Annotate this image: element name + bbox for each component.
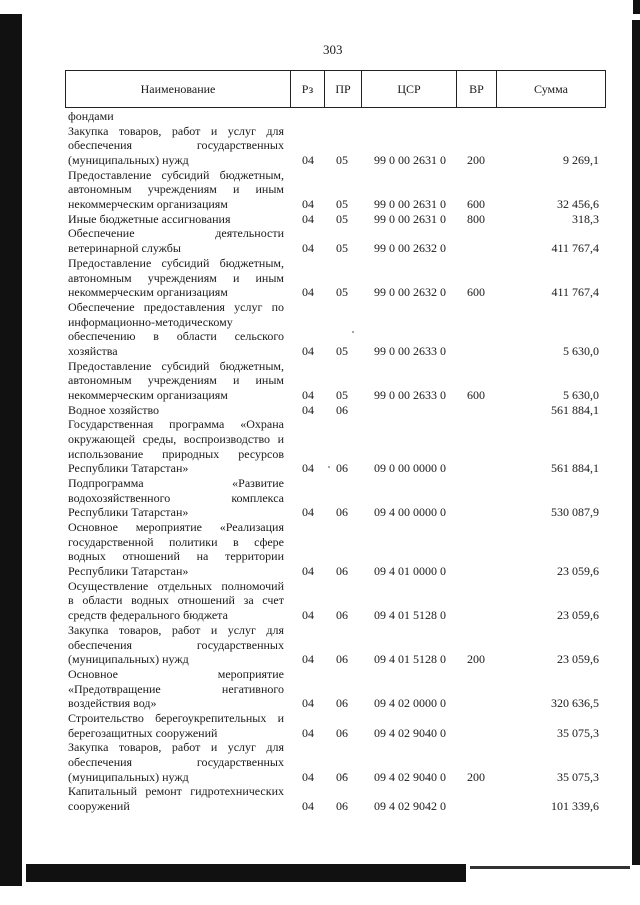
header-name: Наименование [66,71,291,108]
row-sum: 411 767,4 [551,285,599,300]
row-name-line: (муниципальных) нужд [68,652,189,667]
row-vr: 800 [467,211,485,226]
row-pr: 06 [336,652,348,667]
row-pr: 06 [336,725,348,740]
row-rz: 04 [302,696,314,711]
row-pr: 05 [336,197,348,212]
row-sum: 318,3 [572,211,599,226]
row-sum: 530 087,9 [551,505,599,520]
row-name-line: использование природных ресурсов [68,446,284,461]
row-vr: 200 [467,769,485,784]
row-sum: 23 059,6 [557,608,599,623]
row-pr: 05 [336,343,348,358]
row-name-line: водохозяйственного комплекса [68,490,284,505]
row-name-line: Закупка товаров, работ и услуг для [68,622,284,637]
row-rz: 04 [302,769,314,784]
row-sum: 561 884,1 [551,402,599,417]
row-csr: 99 0 00 2631 0 [374,153,446,167]
row-rz: 04 [302,799,314,813]
header-vr: ВР [457,71,497,108]
row-rz: 04 [302,505,314,520]
row-vr: 200 [467,153,485,167]
row-pr: 06 [336,402,348,417]
row-name-line: Обеспечение деятельности [68,226,284,241]
row-name-line: Основное мероприятие «Реализация [68,520,284,534]
row-name-line: ветеринарной службы [68,241,181,256]
row-rz: 04 [302,153,314,167]
row-pr: 06 [336,608,348,623]
row-rz: 04 [302,725,314,740]
row-name-line: Строительство берегоукрепительных и [68,710,284,725]
row-name-line: Капитальный ремонт гидротехнических [68,784,284,799]
row-name-line: автономным учреждениям и иным [68,373,284,388]
row-rz: 04 [302,461,314,476]
row-pr: 06 [336,769,348,784]
row-rz: 04 [302,608,314,623]
row-pr: 05 [336,285,348,300]
row-csr: 09 0 00 0000 0 [374,461,446,476]
row-name-line: сооружений [68,799,130,813]
row-name-line: Республики Татарстан» [68,505,189,520]
row-name-line: некоммерческим организациям [68,387,228,402]
row-pr: 05 [336,387,348,402]
row-csr: 09 4 01 0000 0 [374,564,446,579]
row-name-line: в области водных отношений за счет [68,593,284,608]
row-sum: 5 630,0 [563,387,599,402]
row-vr: 200 [467,652,485,667]
row-name-line: Государственная программа «Охрана [68,417,284,432]
row-name-line: обеспечения государственных [68,637,284,652]
row-name-line: государственной политики в сфере [68,534,284,549]
row-pr: 05 [336,241,348,256]
row-name-line: хозяйства [68,343,118,358]
row-name-line: Осуществление отдельных полномочий [68,578,284,593]
row-rz: 04 [302,343,314,358]
row-name-line: Водное хозяйство [68,402,160,417]
row-csr: 09 4 01 5128 0 [374,608,446,623]
row-rz: 04 [302,387,314,402]
row-rz: 04 [302,211,314,226]
row-name-line: Республики Татарстан» [68,564,189,579]
row-csr: 09 4 02 9040 0 [374,769,446,784]
row-name-line: автономным учреждениям и иным [68,182,284,197]
row-name-line: (муниципальных) нужд [68,769,189,784]
page-number: 303 [323,42,343,57]
header-rz: Рз [291,71,325,108]
row-csr: 09 4 02 0000 0 [374,696,446,711]
row-sum: 23 059,6 [557,652,599,667]
row-name-line: окружающей среды, воспроизводство и [68,432,284,446]
row-name-line: Основное мероприятие [68,666,284,681]
row-csr: 09 4 00 0000 0 [374,505,446,520]
row-sum: 9 269,1 [563,153,599,167]
row-name-line: берегозащитных сооружений [68,725,218,740]
row-name-line: некоммерческим организациям [68,197,228,212]
row-rz: 04 [302,197,314,212]
row-name-line: (муниципальных) нужд [68,153,189,167]
row-pr: 06 [336,505,348,520]
row-name-line: Закупка товаров, работ и услуг для [68,123,284,138]
row-name-line: Республики Татарстан» [68,461,189,476]
row-sum: 5 630,0 [563,343,599,358]
row-rz: 04 [302,564,314,579]
row-sum: 561 884,1 [551,461,599,476]
row-sum: 32 456,6 [557,197,599,212]
row-name-line: обеспечения государственных [68,754,284,769]
row-name-line: обеспечения государственных [68,138,284,153]
row-name-line: Закупка товаров, работ и услуг для [68,740,284,755]
row-name-line: «Предотвращение негативного [68,681,284,696]
row-pr: 06 [336,799,348,813]
row-csr: 99 0 00 2631 0 [374,211,446,226]
row-name-line: Обеспечение предоставления услуг по [68,299,284,314]
row-pr: 05 [336,153,348,167]
row-name-line: Иные бюджетные ассигнования [68,211,231,226]
row-name-line: Предоставление субсидий бюджетным, [68,255,284,270]
row-csr: 09 4 02 9042 0 [374,799,446,813]
header-sum: Сумма [497,71,606,108]
row-sum: 411 767,4 [551,241,599,256]
header-csr: ЦСР [362,71,457,108]
row-vr: 600 [467,285,485,300]
row-csr: 09 4 02 9040 0 [374,725,446,740]
row-csr: 99 0 00 2633 0 [374,387,446,402]
row-sum: 23 059,6 [557,564,599,579]
row-name-line: фондами [68,109,114,123]
row-name-line: информационно-методическому [68,314,233,329]
row-pr: 05 [336,211,348,226]
row-name-line: Подпрограмма «Развитие [68,476,284,490]
row-sum: 101 339,6 [551,799,599,813]
row-pr: 06 [336,564,348,579]
header-pr: ПР [325,71,362,108]
row-name-line: некоммерческим организациям [68,285,228,300]
row-sum: 35 075,3 [557,769,599,784]
row-name-line: обеспечению в области сельского [68,329,284,344]
row-csr: 99 0 00 2633 0 [374,343,446,358]
row-name-line: воздействия вод» [68,696,157,711]
row-pr: 06 [336,461,348,476]
row-rz: 04 [302,285,314,300]
row-name-line: средств федерального бюджета [68,608,228,623]
row-name-line: Предоставление субсидий бюджетным, [68,358,284,373]
row-rz: 04 [302,652,314,667]
row-csr: 09 4 01 5128 0 [374,652,446,667]
row-name-line: Предоставление субсидий бюджетным, [68,167,284,182]
row-csr: 99 0 00 2632 0 [374,285,446,300]
row-name-line: водных отношений на территории [68,549,284,564]
row-csr: 99 0 00 2632 0 [374,241,446,256]
row-rz: 04 [302,402,314,417]
row-vr: 600 [467,387,485,402]
row-pr: 06 [336,696,348,711]
row-rz: 04 [302,241,314,256]
row-vr: 600 [467,197,485,212]
row-csr: 99 0 00 2631 0 [374,197,446,212]
row-name-line: автономным учреждениям и иным [68,270,284,285]
row-sum: 320 636,5 [551,696,599,711]
row-sum: 35 075,3 [557,725,599,740]
